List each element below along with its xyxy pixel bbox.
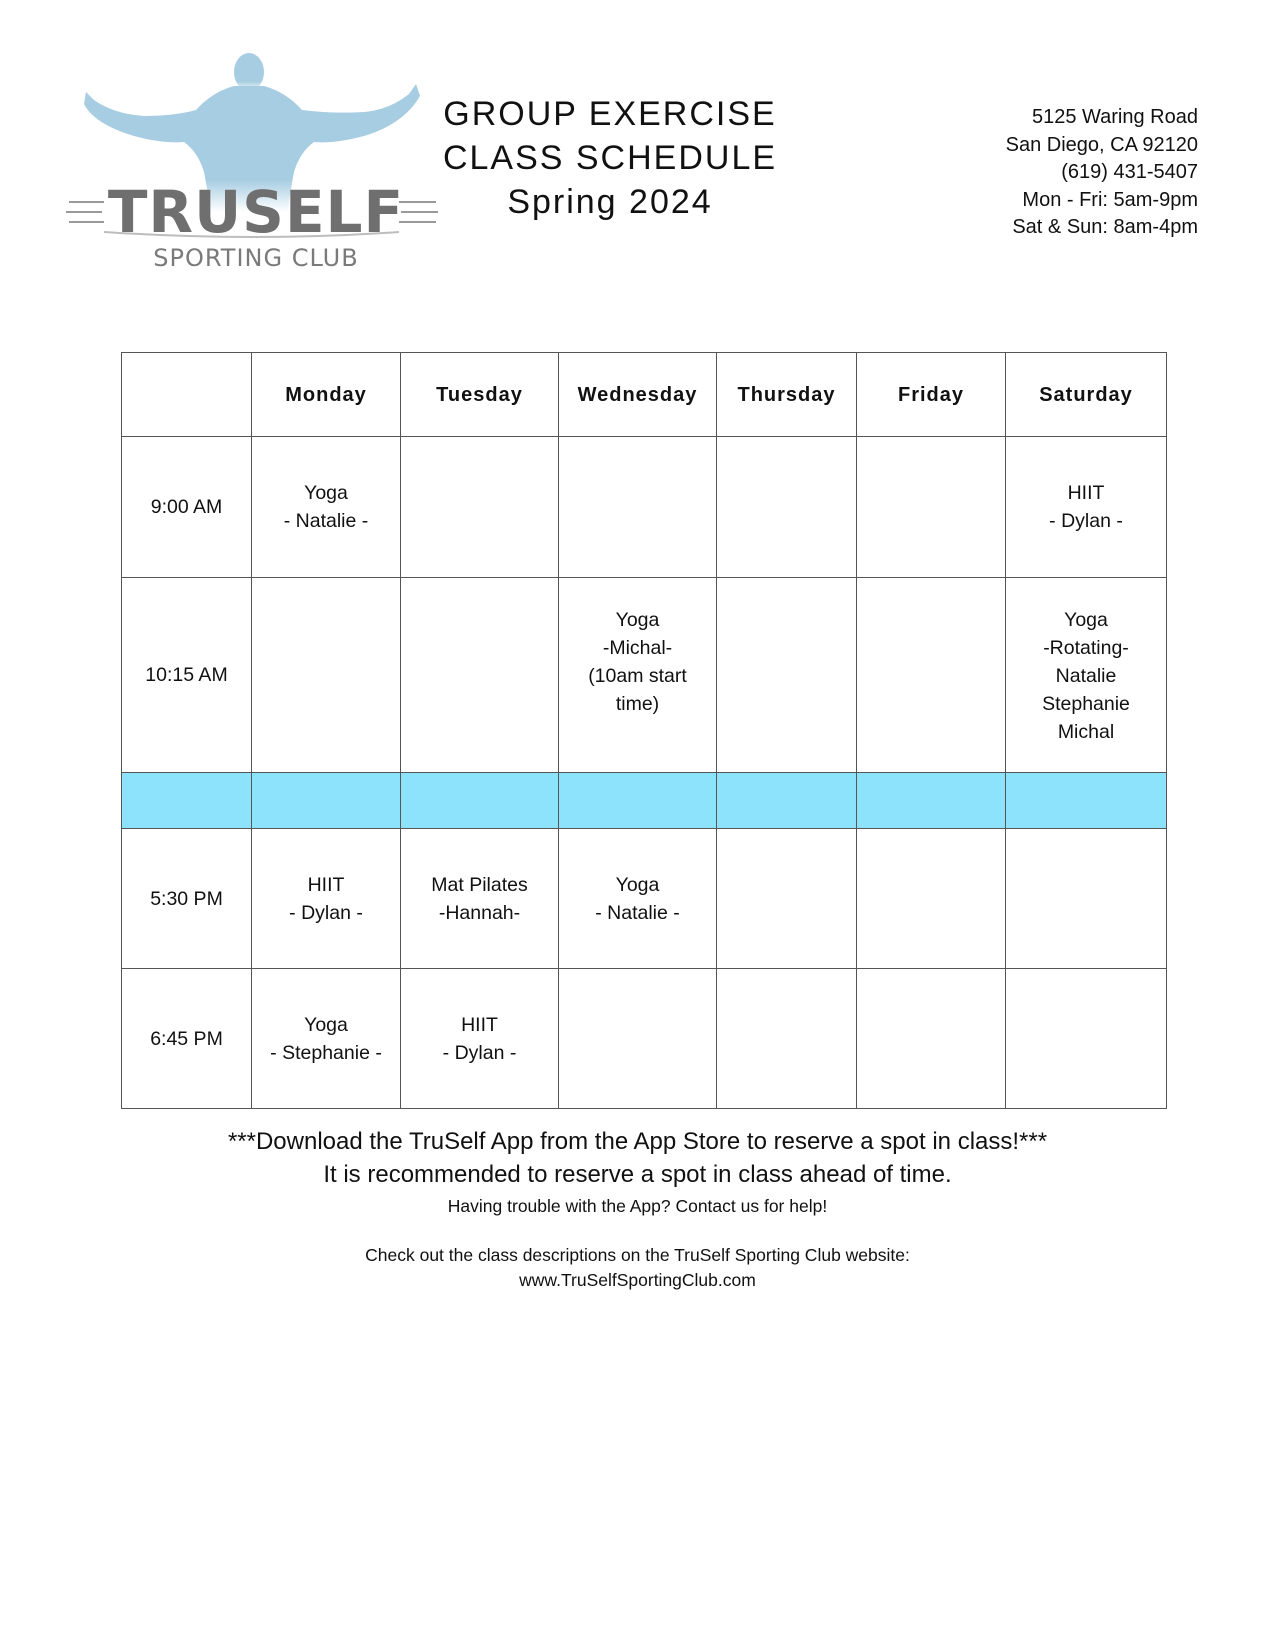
class-name: HIIT xyxy=(461,1013,498,1036)
class-name: Yoga xyxy=(304,1013,348,1036)
class-cell xyxy=(717,437,857,578)
header-day: Friday xyxy=(857,353,1006,437)
class-cell xyxy=(401,578,559,773)
class-cell xyxy=(717,578,857,773)
class-cell xyxy=(717,969,857,1109)
class-cell xyxy=(1006,578,1167,773)
instructor-name: - Stephanie - xyxy=(270,1041,382,1064)
divider-cell xyxy=(401,773,559,829)
title-line-3: Spring 2024 xyxy=(507,183,713,221)
instructor-name: Stephanie xyxy=(1042,693,1130,715)
class-cell xyxy=(252,969,401,1109)
class-cell xyxy=(1006,829,1167,969)
class-cell xyxy=(401,437,559,578)
header-day: Tuesday xyxy=(401,353,559,437)
time-cell: 10:15 AM xyxy=(122,578,252,773)
class-schedule-table xyxy=(121,352,1167,1109)
class-cell xyxy=(857,578,1006,773)
table-row xyxy=(122,578,1167,773)
class-note: time) xyxy=(615,693,660,715)
header-corner xyxy=(122,353,252,437)
instructor-name: - Natalie - xyxy=(595,901,680,924)
divider-cell xyxy=(1006,773,1167,829)
midday-divider-row xyxy=(122,773,1167,829)
class-cell xyxy=(559,829,717,969)
class-cell xyxy=(559,969,717,1109)
class-name: Yoga xyxy=(1064,609,1108,631)
footer-notes xyxy=(0,1125,1275,1293)
class-cell xyxy=(1006,437,1167,578)
class-cell xyxy=(401,829,559,969)
class-cell xyxy=(252,829,401,969)
reserve-recommend-note: It is recommended to reserve a spot in class ahead of time. xyxy=(323,1161,952,1188)
schedule-title xyxy=(430,92,790,224)
class-name: HIIT xyxy=(1067,482,1105,504)
table-row xyxy=(122,437,1167,578)
logo-wordmark: TRUSELF xyxy=(107,178,405,246)
class-name: Yoga xyxy=(615,873,660,896)
instructor-name: - Natalie - xyxy=(283,510,369,532)
hours-weekend: Sat & Sun: 8am-4pm xyxy=(1012,216,1198,238)
table-row xyxy=(122,969,1167,1109)
app-trouble-note: Having trouble with the App? Contact us for help! xyxy=(447,1196,828,1216)
logo-subtitle: SPORTING CLUB xyxy=(153,244,359,272)
class-cell xyxy=(559,578,717,773)
table-row xyxy=(122,829,1167,969)
header-day: Wednesday xyxy=(559,353,717,437)
class-note: (10am start xyxy=(588,665,687,687)
class-cell xyxy=(559,437,717,578)
instructor-name: Natalie xyxy=(1055,665,1117,687)
class-cell xyxy=(252,578,401,773)
instructor-name: -Hannah- xyxy=(438,901,521,924)
title-line-1: GROUP EXERCISE xyxy=(443,95,777,133)
truself-logo xyxy=(64,52,464,282)
website-link[interactable]: www.TruSelfSportingClub.com xyxy=(519,1270,756,1290)
header-day: Thursday xyxy=(717,353,857,437)
class-cell xyxy=(857,829,1006,969)
club-address xyxy=(1006,104,1198,242)
hours-weekday: Mon - Fri: 5am-9pm xyxy=(1022,188,1198,211)
class-name: Yoga xyxy=(615,609,660,631)
class-name: Yoga xyxy=(304,482,348,504)
divider-cell xyxy=(559,773,717,829)
instructor-name: Michal xyxy=(1057,721,1115,743)
class-name: HIIT xyxy=(307,873,345,896)
class-cell xyxy=(401,969,559,1109)
instructor-name: - Dylan - xyxy=(442,1041,517,1064)
class-cell xyxy=(857,437,1006,578)
class-cell xyxy=(717,829,857,969)
header-day: Monday xyxy=(252,353,401,437)
time-cell: 9:00 AM xyxy=(122,437,252,578)
class-cell xyxy=(252,437,401,578)
class-descriptions-note: Check out the class descriptions on the TruSelf Sporting Club website: xyxy=(365,1245,910,1265)
instructor-name: - Dylan - xyxy=(289,901,363,924)
address-street: 5125 Waring Road xyxy=(1031,106,1198,128)
header-day: Saturday xyxy=(1006,353,1167,437)
divider-cell xyxy=(252,773,401,829)
time-cell: 6:45 PM xyxy=(122,969,252,1109)
class-cell xyxy=(857,969,1006,1109)
instructor-name: - Dylan - xyxy=(1049,510,1123,532)
class-name: Mat Pilates xyxy=(431,873,528,896)
download-app-note: ***Download the TruSelf App from the App Store to reserve a spot in class!*** xyxy=(227,1128,1048,1155)
title-line-2: CLASS SCHEDULE xyxy=(442,139,778,177)
divider-cell xyxy=(717,773,857,829)
address-phone: (619) 431-5407 xyxy=(1061,161,1198,183)
divider-cell xyxy=(122,773,252,829)
divider-cell xyxy=(857,773,1006,829)
class-cell xyxy=(1006,969,1167,1109)
instructor-name: -Michal- xyxy=(602,637,673,659)
time-cell: 5:30 PM xyxy=(122,829,252,969)
address-city: San Diego, CA 92120 xyxy=(1005,133,1198,156)
instructor-name: -Rotating- xyxy=(1043,637,1129,659)
table-header-row xyxy=(122,353,1167,437)
